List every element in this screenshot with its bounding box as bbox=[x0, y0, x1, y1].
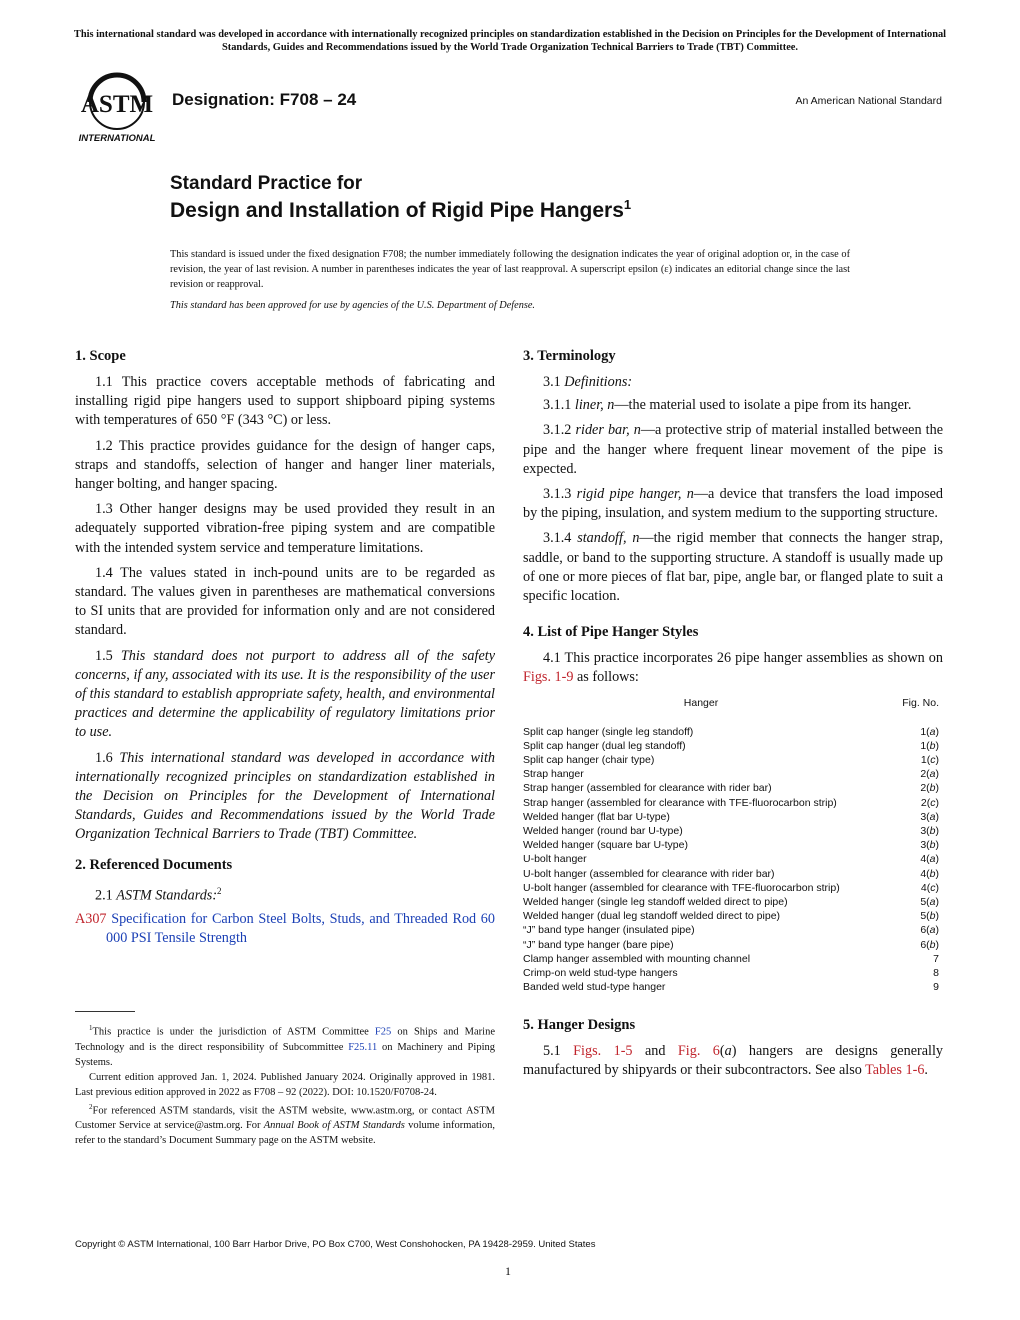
terminology-3-1: 3.1 Definitions: bbox=[543, 374, 633, 390]
table-row bbox=[523, 867, 943, 881]
fig-number: 1(a) bbox=[920, 725, 939, 738]
fig-number: 4(a) bbox=[920, 853, 939, 866]
definition-rider-bar: 3.1.2 rider bar, n—a protective strip of material installed between the pipe and the hanger where frequent linear movement of the pipe is expected. bbox=[523, 422, 943, 477]
table-row bbox=[523, 767, 943, 781]
table-row bbox=[523, 810, 943, 824]
hanger-name: Split cap hanger (dual leg standoff) bbox=[523, 739, 686, 752]
footnote-divider bbox=[75, 1011, 135, 1012]
hanger-name: Crimp-on weld stud-type hangers bbox=[523, 967, 678, 980]
figs-1-5-link[interactable]: Figs. 1-5 bbox=[573, 1042, 633, 1059]
astm-logo bbox=[72, 72, 162, 144]
referenced-documents-section bbox=[75, 857, 495, 948]
scope-1-3: 1.3 Other hanger designs may be used provided they result in an adequately supported vibration-free piping system and are compatible with the intended system service and temperature limitations. bbox=[75, 501, 495, 556]
fig-number: 2(c) bbox=[920, 796, 939, 809]
fig-number: 3(b) bbox=[920, 825, 939, 838]
national-standard-label: An American National Standard bbox=[795, 95, 942, 107]
hanger-table bbox=[523, 696, 943, 995]
fig-number: 4(b) bbox=[920, 867, 939, 880]
hanger-name: Welded hanger (round bar U-type) bbox=[523, 825, 683, 838]
table-row bbox=[523, 952, 943, 966]
international-standard-notice: This international standard was developed in accordance with internationally recognized principles on standardization established in the Decision on Principles for the Development of International Standards, Guides and Recommendations issued by the World Trade Organization Technical Barriers to Trade (TBT) Committee. bbox=[73, 29, 947, 53]
hanger-name: “J” band type hanger (insulated pipe) bbox=[523, 924, 695, 937]
hanger-rows bbox=[523, 725, 943, 995]
fig-number: 2(a) bbox=[920, 768, 939, 781]
ref-code-link[interactable]: A307 bbox=[75, 910, 107, 927]
scope-section bbox=[75, 348, 495, 845]
scope-1-4: 1.4 The values stated in inch-pound units are to be regarded as standard. The values given in parentheses are mathematical conversions to SI units that are provided for information only and are not considered standard. bbox=[75, 564, 495, 639]
designs-5-1: 5.1 Figs. 1-5 and Fig. 6(a) hangers are designs generally manufactured by shipyards or their subcontractors. See also Tables 1-6. bbox=[523, 1042, 943, 1078]
hanger-name: “J” band type hanger (bare pipe) bbox=[523, 938, 674, 951]
fig-number: 3(a) bbox=[920, 810, 939, 823]
footnote-2-mark: 2 bbox=[89, 1102, 93, 1111]
table-row bbox=[523, 966, 943, 980]
table-row bbox=[523, 980, 943, 994]
fig-number: 7 bbox=[933, 952, 939, 965]
scope-1-6-text: This international standard was developed in accordance with internationally recognized principles on standardization established in the Decision on Principles for the Development of International Standards, Guides and Recommendations issued by the World Trade Organization Technical Barriers to Trade (TBT) Committee. bbox=[75, 749, 495, 843]
table-row bbox=[523, 938, 943, 952]
definition-liner: 3.1.1 liner, n—the material used to isolate a pipe from its hanger. bbox=[543, 397, 912, 414]
hanger-name: Clamp hanger assembled with mounting channel bbox=[523, 952, 751, 965]
page-number: 1 bbox=[505, 1264, 511, 1278]
hanger-name: Strap hanger (assembled for clearance with rider bar) bbox=[523, 782, 772, 795]
fig-number: 9 bbox=[933, 981, 939, 994]
referenced-heading: 2. Referenced Documents bbox=[75, 856, 233, 873]
fig-number: 3(b) bbox=[920, 839, 939, 852]
title-line-2 bbox=[170, 197, 631, 223]
footnote-2: $^2$For referenced ASTM standards, visit the ASTM website, www.astm.org, or contact ASTM Customer Service at service@astm.org. For Annual Book of ASTM Standards volume information, refer to the standard’s Document Summary page on the ASTM website. bbox=[75, 1102, 495, 1146]
hanger-name: Welded hanger (single leg standoff welded direct to pipe) bbox=[523, 896, 788, 909]
title-text: Design and Installation of Rigid Pipe Hangers bbox=[170, 199, 624, 222]
table-row bbox=[523, 881, 943, 895]
issue-note: This standard is issued under the fixed designation F708; the number immediately following the designation indicates the year of original adoption or, in the case of revision, the year of last revision. A number in parentheses indicates the year of last reapproval. A superscript epsilon (ε) indicates an editorial change since the last revision or reapproval. bbox=[170, 249, 850, 290]
scope-heading: 1. Scope bbox=[75, 348, 126, 364]
fig-number: 5(b) bbox=[920, 910, 939, 923]
table-row bbox=[523, 796, 943, 810]
hanger-name: U-bolt hanger (assembled for clearance with TFE-fluorocarbon strip) bbox=[523, 881, 840, 894]
tables-1-6-link[interactable]: Tables 1-6 bbox=[865, 1061, 925, 1078]
hanger-name: Welded hanger (flat bar U-type) bbox=[523, 810, 670, 823]
hanger-name: Welded hanger (dual leg standoff welded direct to pipe) bbox=[523, 910, 781, 923]
referenced-2-1-text: ASTM Standards: bbox=[116, 887, 218, 904]
styles-heading: 4. List of Pipe Hanger Styles bbox=[523, 624, 699, 641]
table-row bbox=[523, 838, 943, 852]
committee-f25-link[interactable]: F25 bbox=[374, 1026, 392, 1038]
definition-standoff: 3.1.4 standoff, n—the rigid member that connects the hanger strap, saddle, or band to the supporting structure. A standoff is usually made up of one or more pieces of flat bar, pipe, angle bar, or flanged plate to suit a specific location. bbox=[523, 530, 943, 605]
scope-1-1: 1.1 This practice covers acceptable methods of fabricating and installing rigid pipe hangers used to support shipboard piping systems with temperatures of 650 °F (343 °C) or less. bbox=[75, 374, 495, 429]
figs-1-9-link[interactable]: Figs. 1-9 bbox=[523, 669, 574, 686]
table-row bbox=[523, 725, 943, 739]
designs-heading: 5. Hanger Designs bbox=[523, 1016, 636, 1033]
styles-4-1: 4.1 This practice incorporates 26 pipe hanger assemblies as shown on Figs. 1-9 as follows: bbox=[523, 650, 943, 686]
hanger-designs-section bbox=[523, 1017, 943, 1080]
scope-1-2: 1.2 This practice provides guidance for the design of hanger caps, straps and standoffs, selection of hanger and hanger liner materials, hanger bolting, and hanger spacing. bbox=[75, 437, 495, 493]
scope-1-6 bbox=[75, 749, 495, 845]
footnote-1-edition: Current edition approved Jan. 1, 2024. Published January 2024. Originally approved in 1981. Last previous edition approved in 2022 as F708 – 92 (2022). DOI: 10.1520/F0708-24. bbox=[75, 1071, 495, 1098]
col-fig-header: Fig. No. bbox=[902, 696, 939, 709]
fig-number: 1(c) bbox=[920, 754, 939, 767]
table-row bbox=[523, 753, 943, 767]
subcommittee-f25-11-link[interactable]: F25.11 bbox=[348, 1041, 378, 1053]
fig-number: 4(c) bbox=[920, 881, 939, 894]
fig-number: 1(b) bbox=[920, 739, 939, 752]
scope-1-5 bbox=[75, 647, 495, 743]
hanger-name: Split cap hanger (chair type) bbox=[523, 754, 655, 767]
table-row bbox=[523, 852, 943, 866]
hanger-name: Strap hanger bbox=[523, 768, 584, 781]
referenced-2-1-number: 2.1 bbox=[95, 887, 113, 904]
hanger-name: U-bolt hanger (assembled for clearance with rider bar) bbox=[523, 867, 775, 880]
title-footnote-mark: 1 bbox=[623, 197, 632, 212]
fig-number: 5(a) bbox=[920, 896, 939, 909]
table-row bbox=[523, 895, 943, 909]
fig-number: 6(a) bbox=[920, 924, 939, 937]
right-column bbox=[523, 348, 943, 1086]
reference-a307 bbox=[75, 910, 495, 948]
table-row bbox=[523, 739, 943, 753]
scope-1-6-number: 1.6 bbox=[95, 749, 113, 766]
footnotes bbox=[75, 1021, 495, 1148]
logo-subtext: INTERNATIONAL bbox=[78, 133, 156, 144]
ref-title-link[interactable]: Specification for Carbon Steel Bolts, Studs, and Threaded Rod 60 000 PSI Tensile Strength bbox=[106, 910, 495, 946]
title-line-1: Standard Practice for bbox=[170, 173, 363, 194]
fig-6-link[interactable]: Fig. 6 bbox=[677, 1042, 720, 1059]
approval-note: This standard has been approved for use by agencies of the U.S. Department of Defense. bbox=[170, 300, 536, 311]
logo-mark: ASTM bbox=[80, 91, 154, 118]
scope-1-5-text: This standard does not purport to address all of the safety concerns, if any, associated with its use. It is the responsibility of the user of this standard to establish appropriate safety, health, and environmental practices and determine the applicability of regulatory limitations prior to use. bbox=[75, 647, 495, 741]
footnote-1-mark: 1 bbox=[89, 1024, 93, 1032]
table-row bbox=[523, 781, 943, 795]
table-row bbox=[523, 824, 943, 838]
designation: Designation: F708 – 24 bbox=[172, 90, 357, 109]
left-column bbox=[75, 348, 495, 960]
terminology-section bbox=[523, 348, 943, 606]
footnote-1: $^1$This practice is under the jurisdiction of ASTM Committee F25 on Ships and Marine Technology and is the direct responsibility of Subcommittee F25.11 on Machinery and Piping Systems. bbox=[75, 1024, 495, 1068]
col-hanger-header: Hanger bbox=[683, 696, 719, 709]
hanger-styles-section bbox=[523, 624, 943, 994]
copyright: Copyright © ASTM International, 100 Barr Harbor Drive, PO Box C700, West Conshohocken, PA 19428-2959. United States bbox=[75, 1239, 596, 1250]
hanger-name: Banded weld stud-type hanger bbox=[523, 981, 666, 994]
referenced-footnote-mark: 2 bbox=[217, 885, 222, 896]
fig-number: 2(b) bbox=[920, 782, 939, 795]
terminology-heading: 3. Terminology bbox=[523, 348, 616, 364]
table-row bbox=[523, 909, 943, 923]
table-row bbox=[523, 923, 943, 937]
fig-number: 8 bbox=[933, 967, 939, 980]
hanger-name: Strap hanger (assembled for clearance with TFE-fluorocarbon strip) bbox=[523, 796, 837, 809]
fig-number: 6(b) bbox=[920, 938, 939, 951]
hanger-name: U-bolt hanger bbox=[523, 853, 587, 866]
hanger-name: Split cap hanger (single leg standoff) bbox=[523, 725, 694, 738]
hanger-name: Welded hanger (square bar U-type) bbox=[523, 839, 688, 852]
definition-rigid-pipe-hanger: 3.1.3 rigid pipe hanger, n—a device that transfers the load imposed by the piping, insulation, and system medium to the supporting structure. bbox=[523, 486, 944, 522]
scope-1-5-number: 1.5 bbox=[95, 647, 113, 664]
referenced-2-1 bbox=[75, 882, 495, 906]
